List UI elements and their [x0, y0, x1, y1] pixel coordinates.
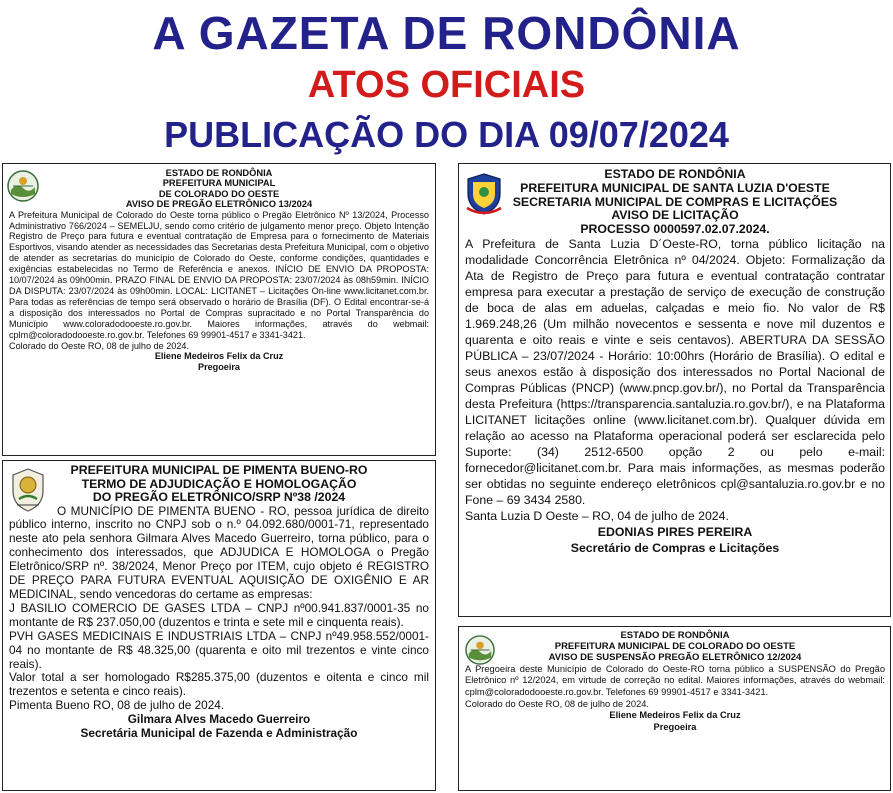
notice-colorado-suspensao-12	[458, 626, 891, 791]
notice2-role: Secretária Municipal de Fazenda e Administração	[80, 725, 358, 740]
notice4-header-1: ESTADO DE RONDÔNIA	[620, 630, 730, 641]
notice4-header-3: AVISO DE SUSPENSÃO PREGÃO ELETRÔNICO 12/2024	[548, 651, 802, 663]
notice1-header-4: AVISO DE PREGÃO ELETRÔNICO 13/2024	[125, 199, 313, 210]
notice2-total: Valor total a ser homologado R$285.375,00 (duzentos e oitenta e cinco mil trezentos e setenta e cinco reais).	[9, 670, 429, 699]
pimenta-bueno-coat-of-arms-icon	[9, 467, 47, 513]
notice1-header-1: ESTADO DE RONDÔNIA	[165, 168, 273, 178]
notice1-role: Pregoeira	[198, 362, 240, 373]
notice3-header-5: PROCESSO 0000597.02.07.2024.	[580, 222, 770, 237]
notice4-header-2: PREFEITURA MUNICIPAL DE COLORADO DO OESTE	[554, 640, 796, 652]
newspaper-title: A GAZETA DE RONDÔNIA	[152, 7, 741, 59]
notice2-header-3: DO PREGÃO ELETRÔNICO/SRP Nº38 /2024	[92, 490, 346, 505]
notice2-item-2: PVH GASES MEDICINAIS E INDUSTRIAIS LTDA – CNPJ nº49.958.552/0001-04 no montante de R$ 48.325,00 (quarenta e oito mil trezentos e vinte cinco reais).	[9, 628, 429, 671]
notice-colorado-pregao-13	[2, 163, 436, 456]
notice2-item-1: J BASILIO COMERCIO DE GASES LTDA – CNPJ nº00.941.837/0001-35 no montante de R$ 237.050,00 (duzentos e trinta e sete mil e cinquenta reais).	[9, 600, 429, 629]
publication-date: PUBLICAÇÃO DO DIA 09/07/2024	[164, 114, 729, 155]
notice-pimenta-bueno-homologacao	[2, 460, 436, 791]
notice1-header-2: PREFEITURA MUNICIPAL	[162, 178, 276, 189]
notice2-body: O MUNICÍPIO DE PIMENTA BUENO - RO, pessoa jurídica de direito público interno, inscrito no CNPJ sob o n.º 04.092.680/0001-71, representado neste ato pela senhora Gilmara Alves Macedo Guerreiro, torna público, para o conhecimento dos interessados, que ADJUDICA E HOMOLOGA o Pregão Eletrônico/SRP nº. 38/2024, Menor Preço por ITEM, cujo objeto é REGISTRO DE PREÇO PARA FUTURA EVENTUAL AQUISIÇÃO DE OXIGÊNIO E AR MEDICINAL, sendo vencedoras do certame as empresas:	[9, 503, 429, 601]
notice3-header-2: PREFEITURA MUNICIPAL DE SANTA LUZIA D'OESTE	[520, 180, 830, 195]
notice3-signer: EDONIAS PIRES PEREIRA	[597, 524, 753, 539]
notice4-role: Pregoeira	[653, 721, 697, 732]
notice1-header-3: DE COLORADO DO OESTE	[158, 188, 280, 199]
notice2-signer: Gilmara Alves Macedo Guerreiro	[127, 712, 311, 727]
notice4-body: A Pregoeira deste Município de Colorado do Oeste-RO torna público a SUSPENSÃO do Pregão Eletrônico nº 12/2024, em virtude de correção no edital. Maiores informações, através do webmail: cplm@coloradodooeste.ro.gov.br. Telefones 69 99901-4517 e 3341-3421.	[465, 663, 885, 697]
notice-santa-luzia-licitacao	[458, 163, 891, 617]
notice3-header-1: ESTADO DE RONDÔNIA	[604, 167, 746, 181]
notice4-place-date: Colorado do Oeste RO, 08 de julho de 2024.	[465, 698, 649, 709]
notice4-signer: Eliene Medeiros Felix da Cruz	[609, 710, 741, 721]
notice2-header-1: PREFEITURA MUNICIPAL DE PIMENTA BUENO-RO	[70, 463, 368, 477]
notice3-body: A Prefeitura de Santa Luzia D´Oeste-RO, torna público licitação na modalidade Concorrência Eletrônica nº 04/2024. Objeto: Formalização da Ata de Registro de Preço para futura e eventual contratação contratar empresa para executar a prestação de serviço de execução de construção de boca de alas em aduelas, calçadas e meio fio. No valor de R$ 1.969.248,26 (Um milhão novecentos e sessenta e nove mil duzentos e quarenta e oito reais e vinte e seis centavos). ABERTURA DA SESSÃO PÚBLICA – 23/07/2024 - Horário: 10:00hrs (Horário de Brasília). O edital e seus anexos estão à disposição dos interessados no Portal Nacional de Compras Públicas (PNCP) (www.pncp.gov.br/), no Portal da Transparência desta Prefeitura (https://transparencia.santaluzia.ro.gov.br/), e na Plataforma LICITANET licitações online (www.licitanet.com.br). Qualquer dúvida em relação ao acesso na Plataforma operacional poderá ser esclarecida pelo Suporte: (34) 2512-6500 opção 2 ou pelo e-mail: fornecedor@licitanet.com.br. Para mais informações, as mesmas poderão ser obtidas no seguinte endereço eletrônicos cpl@santaluzia.ro.gov.br e no Fone – 69 3434 2580.	[465, 236, 885, 507]
notice2-header-2: TERMO DE ADJUDICAÇÃO E HOMOLOGAÇÃO	[81, 476, 357, 491]
notice3-role: Secretário de Compras e Licitações	[570, 540, 780, 555]
section-title: ATOS OFICIAIS	[307, 64, 586, 106]
notice3-header-4: AVISO DE LICITAÇÃO	[611, 208, 739, 223]
notice1-body: A Prefeitura Municipal de Colorado do Oeste torna público o Pregão Eletrônico Nº 13/2024, Processo Administrativo 766/2024 – SEMELJU, sendo como critério de julgamento menor preço. Objeto Intenção Registro de Preço para futura e eventual contratação de Empresa para o fornecimento de Materiais Esportivos, visando atender as necessidades das Secretarias desta Prefeitura Municipal, com o objetivo de atender as secretarias do município de Colorado do Oeste, conforme condições, quantidades e exigências estabelecidas no Termo de Referência e anexos. INÍCIO DE ENVIO DA PROPOSTA: 10/07/2024 às 09h00min. PRAZO FINAL DE ENVIO DA PROPOSTA: 23/07/2024 às 08h59min. INÍCIO DA DISPUTA: 23/07/2024 às 09h00min. LOCAL: LICITANET – Licitações On-line www.licitanet.com.br. Para todas as referências de tempo será observado o horário de Brasília (DF). O Edital encontrar-se-á a disposição dos interessados no Portal de Compras supracitado e no Portal Transparência do Município www.coloradodooeste.ro.gov.br. Maiores informações, através do webmail: cplm@coloradodooeste.ro.gov.br. Telefones 69 99901-4517 e 3341-3421.	[9, 209, 429, 340]
notice3-place-date: Santa Luzia D Oeste – RO, 04 de julho de 2024.	[465, 508, 729, 523]
notice1-signer: Eliene Medeiros Felix da Cruz	[154, 351, 284, 362]
santa-luzia-coat-of-arms-icon	[465, 172, 503, 216]
notice1-place-date: Colorado do Oeste RO, 08 de julho de 2024.	[9, 340, 189, 351]
colorado-coat-of-arms-icon	[7, 170, 39, 202]
colorado-coat-of-arms-icon	[465, 635, 495, 665]
notice3-header-3: SECRETARIA MUNICIPAL DE COMPRAS E LICITAÇÕES	[512, 194, 838, 209]
notice2-place-date: Pimenta Bueno RO, 08 de julho de 2024.	[9, 698, 225, 713]
